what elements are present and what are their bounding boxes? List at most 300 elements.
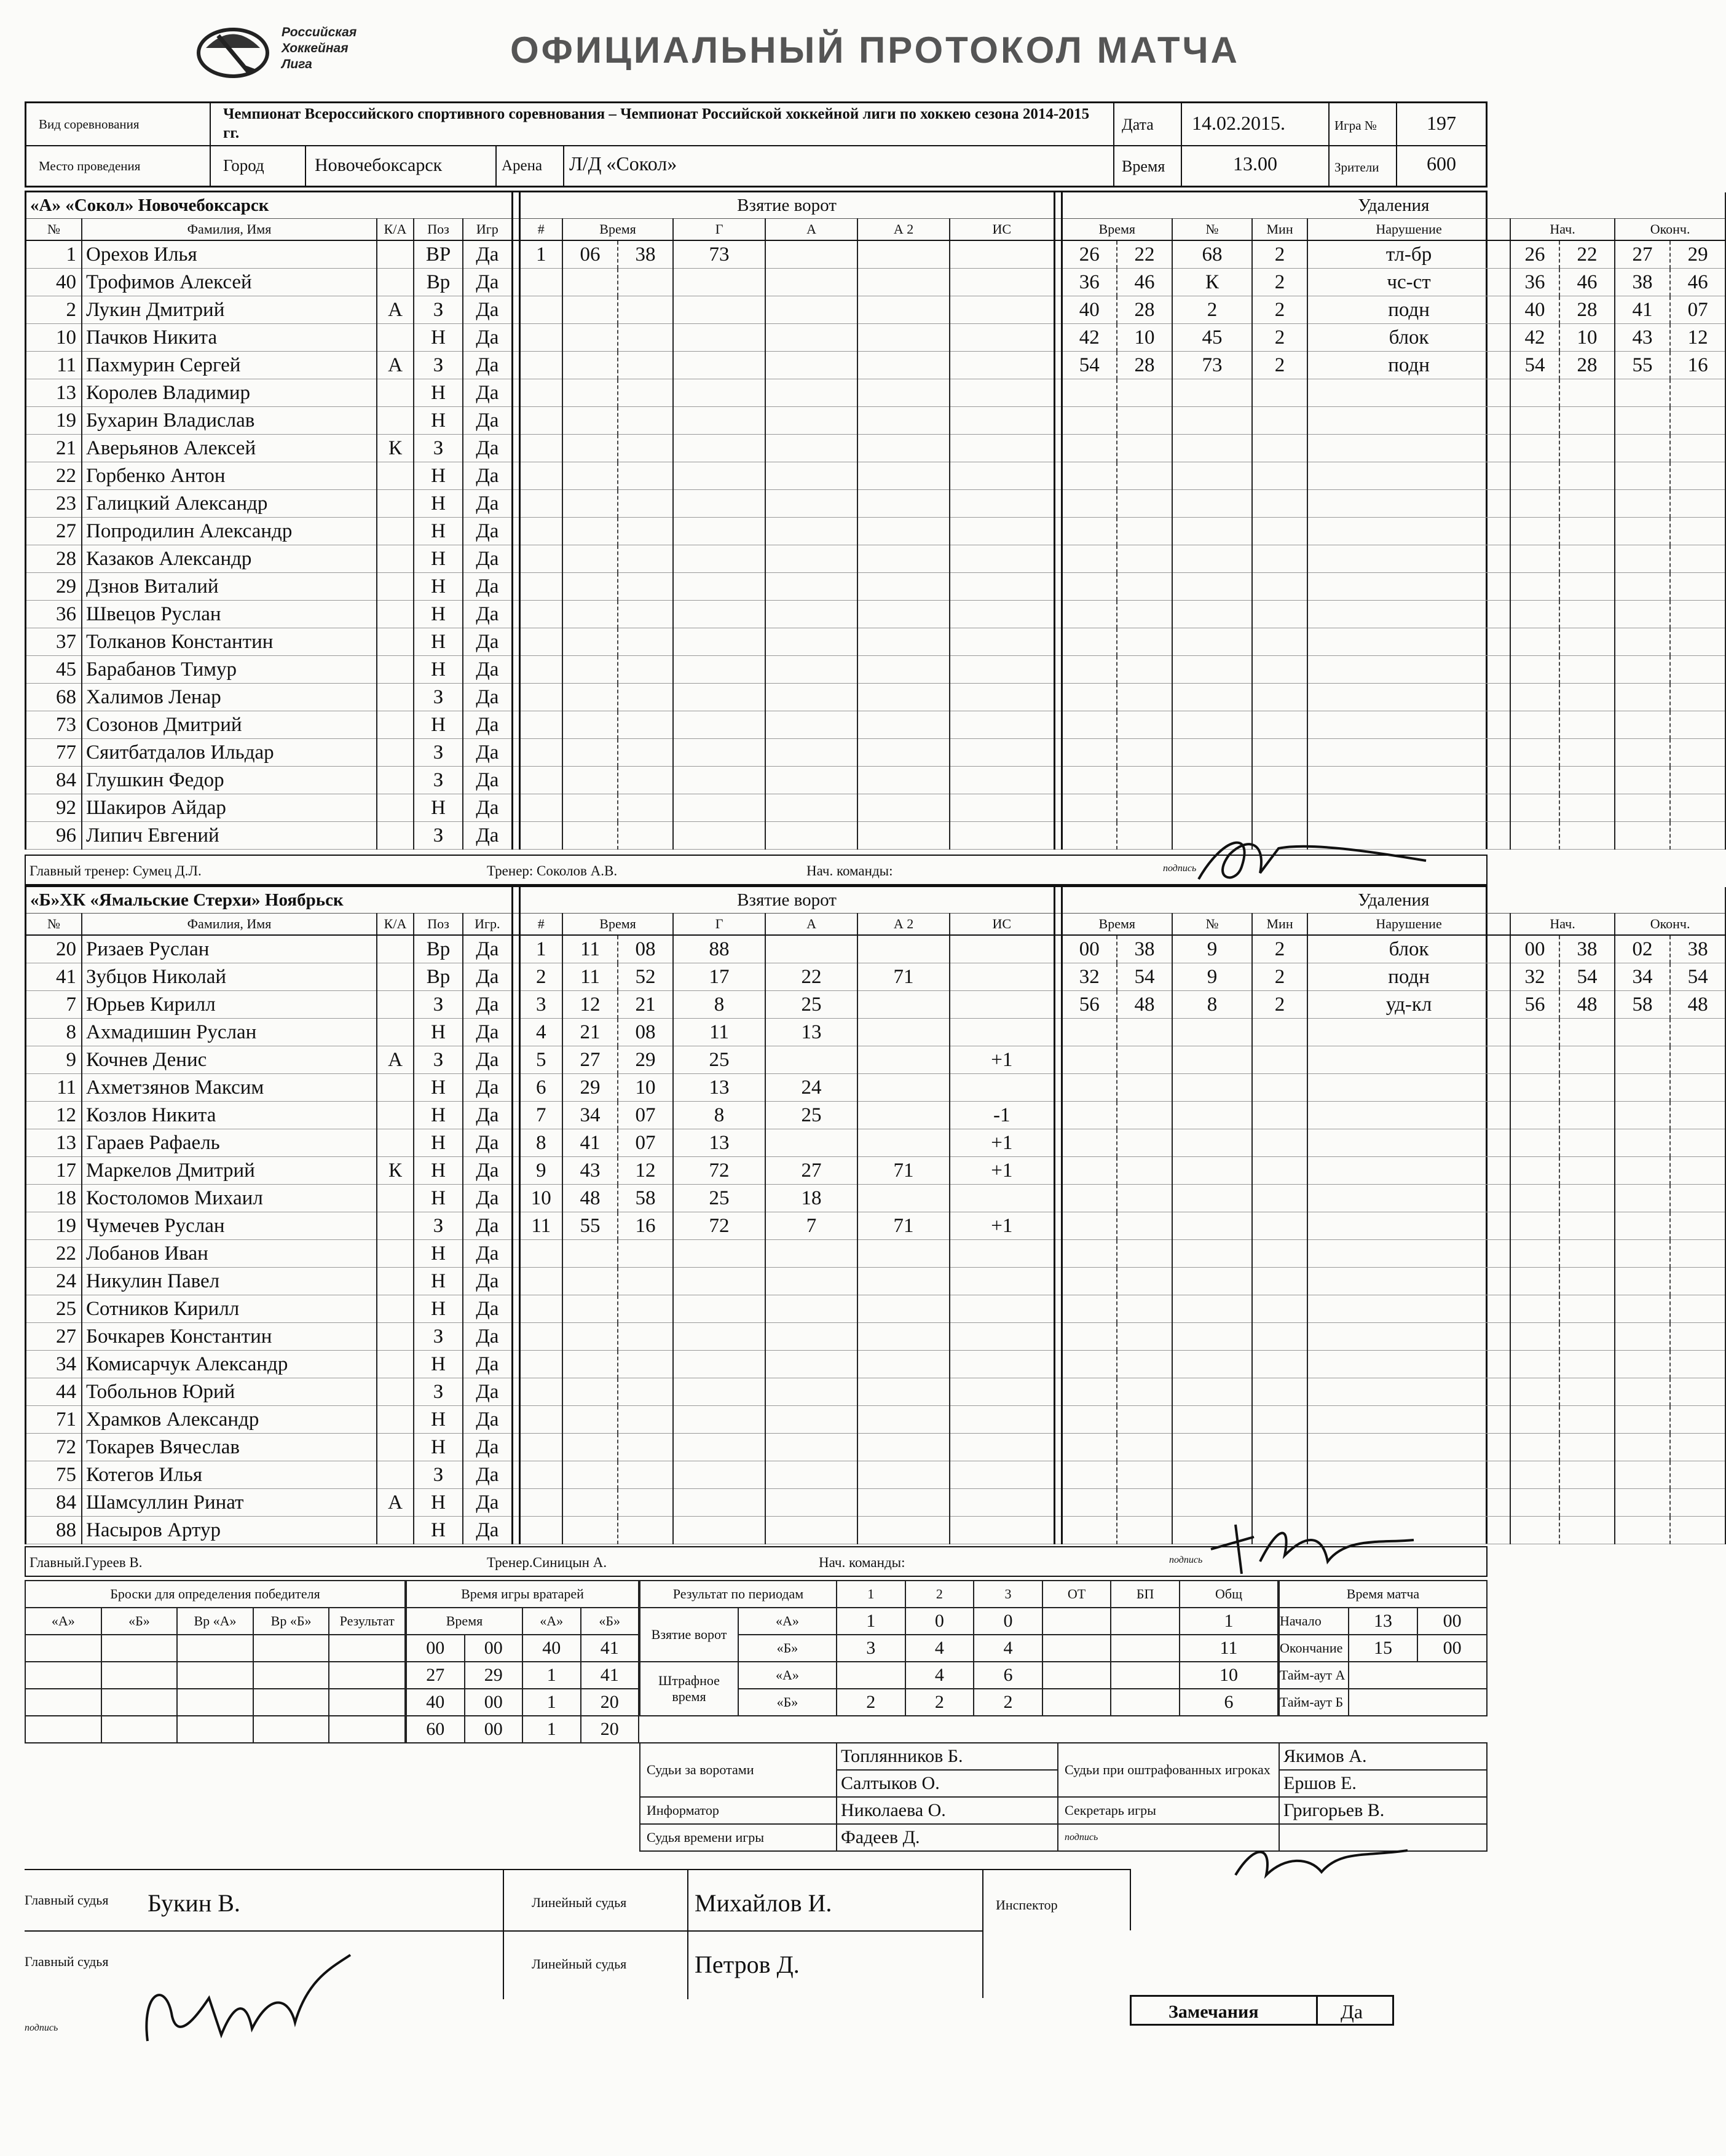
player-name: Котегов Илья — [82, 1461, 377, 1488]
pen-minutes: 2 — [1252, 323, 1307, 351]
pen-sec: 10 — [1117, 323, 1172, 351]
goal-assist-1 — [765, 935, 857, 963]
pen-player: 9 — [1172, 935, 1252, 963]
player-row — [26, 489, 1725, 517]
player-pos: Н — [414, 600, 463, 628]
team-title: «А» «Сокол» Новочебоксарск — [26, 192, 512, 218]
player-ka — [377, 545, 414, 572]
player-number: 17 — [26, 1156, 82, 1184]
goal-assist-2: 71 — [857, 1156, 950, 1184]
linesman-label-2: Линейный судья — [532, 1956, 627, 1972]
player-ka — [377, 1073, 414, 1101]
player-name: Орехов Илья — [82, 240, 377, 268]
player-name: Сяитбатдалов Ильдар — [82, 738, 377, 766]
player-name: Шакиров Айдар — [82, 794, 377, 821]
col-assist-1: А — [765, 218, 857, 240]
player-pos: Н — [414, 1516, 463, 1544]
pen-minutes: 2 — [1252, 990, 1307, 1018]
city-value: Новочебоксарск — [306, 146, 497, 187]
player-name: Никулин Павел — [82, 1267, 377, 1295]
goal-min: 27 — [562, 1046, 618, 1073]
player-pos: Н — [414, 628, 463, 655]
linesman-label-1: Линейный судья — [532, 1895, 627, 1910]
pen-end-sec: 16 — [1670, 351, 1725, 379]
player-number: 84 — [26, 766, 82, 794]
goal-min: 11 — [562, 935, 618, 963]
venue-label: Место проведения — [26, 146, 211, 187]
goal-sec: 16 — [618, 1212, 673, 1239]
goal-scorer: 11 — [673, 1018, 765, 1046]
player-number: 92 — [26, 794, 82, 821]
player-name: Ризаев Руслан — [82, 935, 377, 963]
pen-min: 00 — [1062, 935, 1117, 963]
player-number: 22 — [26, 1239, 82, 1267]
pen-end-sec: 29 — [1670, 240, 1725, 268]
player-row — [26, 628, 1725, 655]
goal-assist-2 — [857, 1018, 950, 1046]
player-name: Горбенко Антон — [82, 462, 377, 489]
time-value: 13.00 — [1182, 146, 1330, 187]
player-number: 25 — [26, 1295, 82, 1322]
player-name: Созонов Дмитрий — [82, 711, 377, 738]
goal-num: 3 — [519, 990, 562, 1018]
penalties-title: Удаления — [1062, 887, 1725, 913]
pen-min: 56 — [1062, 990, 1117, 1018]
goal-num: 8 — [519, 1129, 562, 1156]
logo-text: Российская Хоккейная Лига — [282, 25, 357, 71]
team-b-signature — [1199, 1512, 1420, 1580]
player-pos: З — [414, 434, 463, 462]
player-number: 13 — [26, 1129, 82, 1156]
player-name: Тобольнов Юрий — [82, 1378, 377, 1405]
goal-min: 41 — [562, 1129, 618, 1156]
player-row — [26, 1073, 1725, 1101]
goal-min: 21 — [562, 1018, 618, 1046]
player-number: 27 — [26, 1322, 82, 1350]
player-name: Ахметзянов Максим — [82, 1073, 377, 1101]
player-ka — [377, 489, 414, 517]
pen-min: 32 — [1062, 963, 1117, 990]
player-row — [26, 1156, 1725, 1184]
player-pos: Н — [414, 1405, 463, 1433]
goal-scorer: 17 — [673, 963, 765, 990]
player-pos: Н — [414, 462, 463, 489]
team-a-sign-label: подпись — [1163, 863, 1197, 874]
player-pos: Н — [414, 1156, 463, 1184]
pen-start-min: 40 — [1510, 296, 1559, 323]
player-pos: Вр — [414, 963, 463, 990]
player-row — [26, 406, 1725, 434]
pen-min: 42 — [1062, 323, 1117, 351]
goal-assist-2: 71 — [857, 963, 950, 990]
goal-sec: 58 — [618, 1184, 673, 1212]
player-number: 2 — [26, 296, 82, 323]
player-played: Да — [463, 545, 512, 572]
pen-min: 40 — [1062, 296, 1117, 323]
goal-assist-2 — [857, 1046, 950, 1073]
col-goal-scorer: Г — [673, 218, 765, 240]
goal-num: 11 — [519, 1212, 562, 1239]
player-number: 96 — [26, 821, 82, 849]
player-played: Да — [463, 351, 512, 379]
col-pen-min: Мин — [1252, 218, 1307, 240]
team-a-table — [26, 192, 1726, 850]
pen-player: 8 — [1172, 990, 1252, 1018]
goal-assist-1 — [765, 1129, 857, 1156]
goal-sec: 08 — [618, 1018, 673, 1046]
goal-assist-2 — [857, 935, 950, 963]
player-ka — [377, 1516, 414, 1544]
player-pos: З — [414, 738, 463, 766]
goal-scorer: 25 — [673, 1046, 765, 1073]
player-number: 21 — [26, 434, 82, 462]
pen-sec: 48 — [1117, 990, 1172, 1018]
player-number: 24 — [26, 1267, 82, 1295]
player-name: Глушкин Федор — [82, 766, 377, 794]
player-row — [26, 434, 1725, 462]
player-number: 84 — [26, 1488, 82, 1516]
player-played: Да — [463, 572, 512, 600]
col-pen-num: № — [1172, 218, 1252, 240]
goal-sec: 21 — [618, 990, 673, 1018]
match-time-table: Время матча Начало 13 00 Окончание 15 00 Тайм-аут А Тайм-аут Б — [1279, 1580, 1488, 1716]
player-played: Да — [463, 935, 512, 963]
goal-situation — [950, 1073, 1054, 1101]
pen-player: 2 — [1172, 296, 1252, 323]
pen-start-min: 54 — [1510, 351, 1559, 379]
player-number: 72 — [26, 1433, 82, 1461]
pen-start-sec: 28 — [1559, 351, 1615, 379]
player-played: Да — [463, 517, 512, 545]
player-played: Да — [463, 1073, 512, 1101]
team-b-sign-label: подпись — [1169, 1555, 1203, 1565]
player-ka — [377, 935, 414, 963]
player-ka — [377, 628, 414, 655]
goal-sec: 52 — [618, 963, 673, 990]
arena-label: Арена — [497, 146, 564, 187]
player-number: 40 — [26, 268, 82, 296]
goal-assist-1 — [765, 240, 857, 268]
player-played: Да — [463, 379, 512, 406]
pen-start-min: 32 — [1510, 963, 1559, 990]
player-row — [26, 1350, 1725, 1378]
goal-scorer: 8 — [673, 1101, 765, 1129]
player-played: Да — [463, 738, 512, 766]
pen-sec: 38 — [1117, 935, 1172, 963]
player-name: Пачков Никита — [82, 323, 377, 351]
spectators-label: Зрители — [1330, 146, 1397, 187]
player-name: Насыров Артур — [82, 1516, 377, 1544]
player-pos: Н — [414, 323, 463, 351]
player-ka: А — [377, 1488, 414, 1516]
player-ka — [377, 379, 414, 406]
player-played: Да — [463, 1461, 512, 1488]
pen-end-sec: 46 — [1670, 268, 1725, 296]
player-played: Да — [463, 1156, 512, 1184]
player-ka — [377, 268, 414, 296]
player-number: 27 — [26, 517, 82, 545]
player-name: Попродилин Александр — [82, 517, 377, 545]
goal-sec: 08 — [618, 935, 673, 963]
player-ka — [377, 517, 414, 545]
pen-infraction: блок — [1307, 935, 1510, 963]
player-ka — [377, 1405, 414, 1433]
player-number: 22 — [26, 462, 82, 489]
col-play: Игр — [463, 218, 512, 240]
player-ka — [377, 1101, 414, 1129]
player-name: Швецов Руслан — [82, 600, 377, 628]
pen-end-sec: 38 — [1670, 935, 1725, 963]
player-name: Комисарчук Александр — [82, 1350, 377, 1378]
goal-situation: -1 — [950, 1101, 1054, 1129]
player-pos: З — [414, 766, 463, 794]
player-pos: Н — [414, 794, 463, 821]
pen-min: 36 — [1062, 268, 1117, 296]
col-goal-situation: ИС — [950, 218, 1054, 240]
col-ka: К/А — [377, 218, 414, 240]
goal-num: 1 — [519, 240, 562, 268]
player-number: 1 — [26, 240, 82, 268]
goal-assist-1: 27 — [765, 1156, 857, 1184]
player-number: 23 — [26, 489, 82, 517]
player-name: Чумечев Руслан — [82, 1212, 377, 1239]
goal-situation: +1 — [950, 1129, 1054, 1156]
player-row — [26, 323, 1725, 351]
pen-start-sec: 54 — [1559, 963, 1615, 990]
player-ka — [377, 1433, 414, 1461]
spectators-value: 600 — [1427, 152, 1456, 175]
pen-player: 68 — [1172, 240, 1252, 268]
player-pos: З — [414, 1461, 463, 1488]
team-b-chief: Нач. команды: — [819, 1555, 905, 1570]
player-row — [26, 1129, 1725, 1156]
player-number: 28 — [26, 545, 82, 572]
player-number: 37 — [26, 628, 82, 655]
player-ka — [377, 1184, 414, 1212]
col-goal-num: # — [519, 913, 562, 935]
player-played: Да — [463, 683, 512, 711]
goal-min: 29 — [562, 1073, 618, 1101]
team-a-chief: Нач. команды: — [806, 863, 893, 879]
player-row — [26, 1018, 1725, 1046]
player-ka: А — [377, 296, 414, 323]
player-ka — [377, 794, 414, 821]
player-pos: Н — [414, 1101, 463, 1129]
player-pos: Н — [414, 572, 463, 600]
player-ka: К — [377, 1156, 414, 1184]
pen-infraction: подн — [1307, 296, 1510, 323]
player-name: Шамсуллин Ринат — [82, 1488, 377, 1516]
player-number: 9 — [26, 1046, 82, 1073]
team-a-block — [25, 191, 1708, 850]
player-pos: Н — [414, 655, 463, 683]
player-played: Да — [463, 296, 512, 323]
player-played: Да — [463, 406, 512, 434]
goal-min: 11 — [562, 963, 618, 990]
player-pos: Н — [414, 1018, 463, 1046]
player-ka — [377, 572, 414, 600]
player-pos: Н — [414, 489, 463, 517]
pen-minutes: 2 — [1252, 935, 1307, 963]
goal-min: 43 — [562, 1156, 618, 1184]
city-label: Город — [211, 146, 306, 187]
player-row — [26, 545, 1725, 572]
pen-sec: 28 — [1117, 351, 1172, 379]
player-ka — [377, 1350, 414, 1378]
player-pos: З — [414, 1046, 463, 1073]
pen-start-sec: 48 — [1559, 990, 1615, 1018]
player-played: Да — [463, 1433, 512, 1461]
col-pen-infraction: Нарушение — [1307, 218, 1510, 240]
pen-sec: 54 — [1117, 963, 1172, 990]
player-number: 29 — [26, 572, 82, 600]
pen-end-min: 43 — [1615, 323, 1670, 351]
time-label: Время — [1114, 146, 1182, 187]
player-pos: Н — [414, 406, 463, 434]
pen-infraction: тл-бр — [1307, 240, 1510, 268]
player-row — [26, 711, 1725, 738]
player-row — [26, 766, 1725, 794]
player-pos: Н — [414, 517, 463, 545]
goal-situation — [950, 990, 1054, 1018]
goal-sec: 29 — [618, 1046, 673, 1073]
col-goal-time: Время — [562, 913, 673, 935]
goal-assist-1: 24 — [765, 1073, 857, 1101]
col-num: № — [26, 913, 82, 935]
player-pos: З — [414, 821, 463, 849]
player-pos: З — [414, 683, 463, 711]
player-played: Да — [463, 963, 512, 990]
player-row — [26, 1295, 1725, 1322]
goal-assist-1: 22 — [765, 963, 857, 990]
pen-minutes: 2 — [1252, 240, 1307, 268]
player-name: Халимов Ленар — [82, 683, 377, 711]
player-row — [26, 794, 1725, 821]
pen-start-sec: 28 — [1559, 296, 1615, 323]
col-pen-num: № — [1172, 913, 1252, 935]
player-row — [26, 935, 1725, 963]
player-ka — [377, 1295, 414, 1322]
goal-assist-2: 71 — [857, 1212, 950, 1239]
player-row — [26, 600, 1725, 628]
player-pos: Н — [414, 1350, 463, 1378]
player-pos: З — [414, 351, 463, 379]
col-goal-num: # — [519, 218, 562, 240]
goal-assist-1: 13 — [765, 1018, 857, 1046]
remarks-value: Да — [1341, 2000, 1363, 2023]
player-pos: З — [414, 1212, 463, 1239]
pen-infraction: чс-ст — [1307, 268, 1510, 296]
signature-label: подпись — [25, 2023, 58, 2033]
player-played: Да — [463, 1350, 512, 1378]
player-ka — [377, 240, 414, 268]
player-played: Да — [463, 489, 512, 517]
player-row — [26, 1433, 1725, 1461]
player-name: Галицкий Александр — [82, 489, 377, 517]
col-pen-end: Оконч. — [1615, 913, 1725, 935]
referee-label-1: Главный судья — [25, 1892, 109, 1908]
pen-minutes: 2 — [1252, 963, 1307, 990]
team-b-block — [25, 885, 1708, 1544]
player-pos: Н — [414, 1073, 463, 1101]
shootout-table: Броски для определения победителя «А» «Б» Вр «А» Вр «Б» Результат — [25, 1580, 406, 1743]
player-ka — [377, 990, 414, 1018]
pen-end-sec: 07 — [1670, 296, 1725, 323]
goal-assist-1: 25 — [765, 990, 857, 1018]
goal-num: 10 — [519, 1184, 562, 1212]
game-value: 197 — [1397, 103, 1486, 146]
player-number: 20 — [26, 935, 82, 963]
player-name: Королев Владимир — [82, 379, 377, 406]
player-pos: Н — [414, 1295, 463, 1322]
player-played: Да — [463, 462, 512, 489]
player-row — [26, 1488, 1725, 1516]
remarks-label: Замечания — [1168, 2002, 1259, 2022]
goal-situation: +1 — [950, 1156, 1054, 1184]
player-ka — [377, 711, 414, 738]
player-row — [26, 1212, 1725, 1239]
goal-min: 55 — [562, 1212, 618, 1239]
player-played: Да — [463, 1184, 512, 1212]
col-name: Фамилия, Имя — [82, 218, 377, 240]
player-ka — [377, 1129, 414, 1156]
goal-assist-1: 18 — [765, 1184, 857, 1212]
goal-situation: +1 — [950, 1046, 1054, 1073]
player-ka — [377, 683, 414, 711]
player-ka — [377, 766, 414, 794]
player-played: Да — [463, 628, 512, 655]
player-number: 19 — [26, 406, 82, 434]
linesman-2: Петров Д. — [695, 1951, 800, 1978]
team-b-trainer: Тренер.Синицын А. — [487, 1555, 607, 1570]
player-played: Да — [463, 766, 512, 794]
col-play: Игр. — [463, 913, 512, 935]
player-name: Храмков Александр — [82, 1405, 377, 1433]
col-pen-time: Время — [1062, 913, 1172, 935]
player-number: 71 — [26, 1405, 82, 1433]
player-ka — [377, 655, 414, 683]
player-ka — [377, 1378, 414, 1405]
pen-infraction: уд-кл — [1307, 990, 1510, 1018]
goal-scorer: 25 — [673, 1184, 765, 1212]
player-pos: Н — [414, 1239, 463, 1267]
player-pos: З — [414, 296, 463, 323]
goal-assist-2 — [857, 1101, 950, 1129]
arena-value: Л/Д «Сокол» — [564, 146, 1114, 187]
pen-end-min: 38 — [1615, 268, 1670, 296]
player-ka: А — [377, 351, 414, 379]
competition-value: Чемпионат Всероссийского спортивного соревнования – Чемпионат Российской хоккейной лиги по хоккею сезона 2014-2015 гг. — [211, 103, 1114, 146]
player-number: 11 — [26, 1073, 82, 1101]
goal-sec: 12 — [618, 1156, 673, 1184]
goal-min: 34 — [562, 1101, 618, 1129]
player-row — [26, 379, 1725, 406]
player-row — [26, 517, 1725, 545]
player-played: Да — [463, 711, 512, 738]
player-ka — [377, 1212, 414, 1239]
player-row — [26, 572, 1725, 600]
pen-start-sec: 22 — [1559, 240, 1615, 268]
player-pos: Н — [414, 379, 463, 406]
player-pos: Вр — [414, 268, 463, 296]
goal-num: 2 — [519, 963, 562, 990]
player-row — [26, 821, 1725, 849]
player-ka: А — [377, 1046, 414, 1073]
player-number: 36 — [26, 600, 82, 628]
player-played: Да — [463, 821, 512, 849]
goal-assist-1: 25 — [765, 1101, 857, 1129]
date-value: 14.02.2015. — [1182, 103, 1330, 146]
